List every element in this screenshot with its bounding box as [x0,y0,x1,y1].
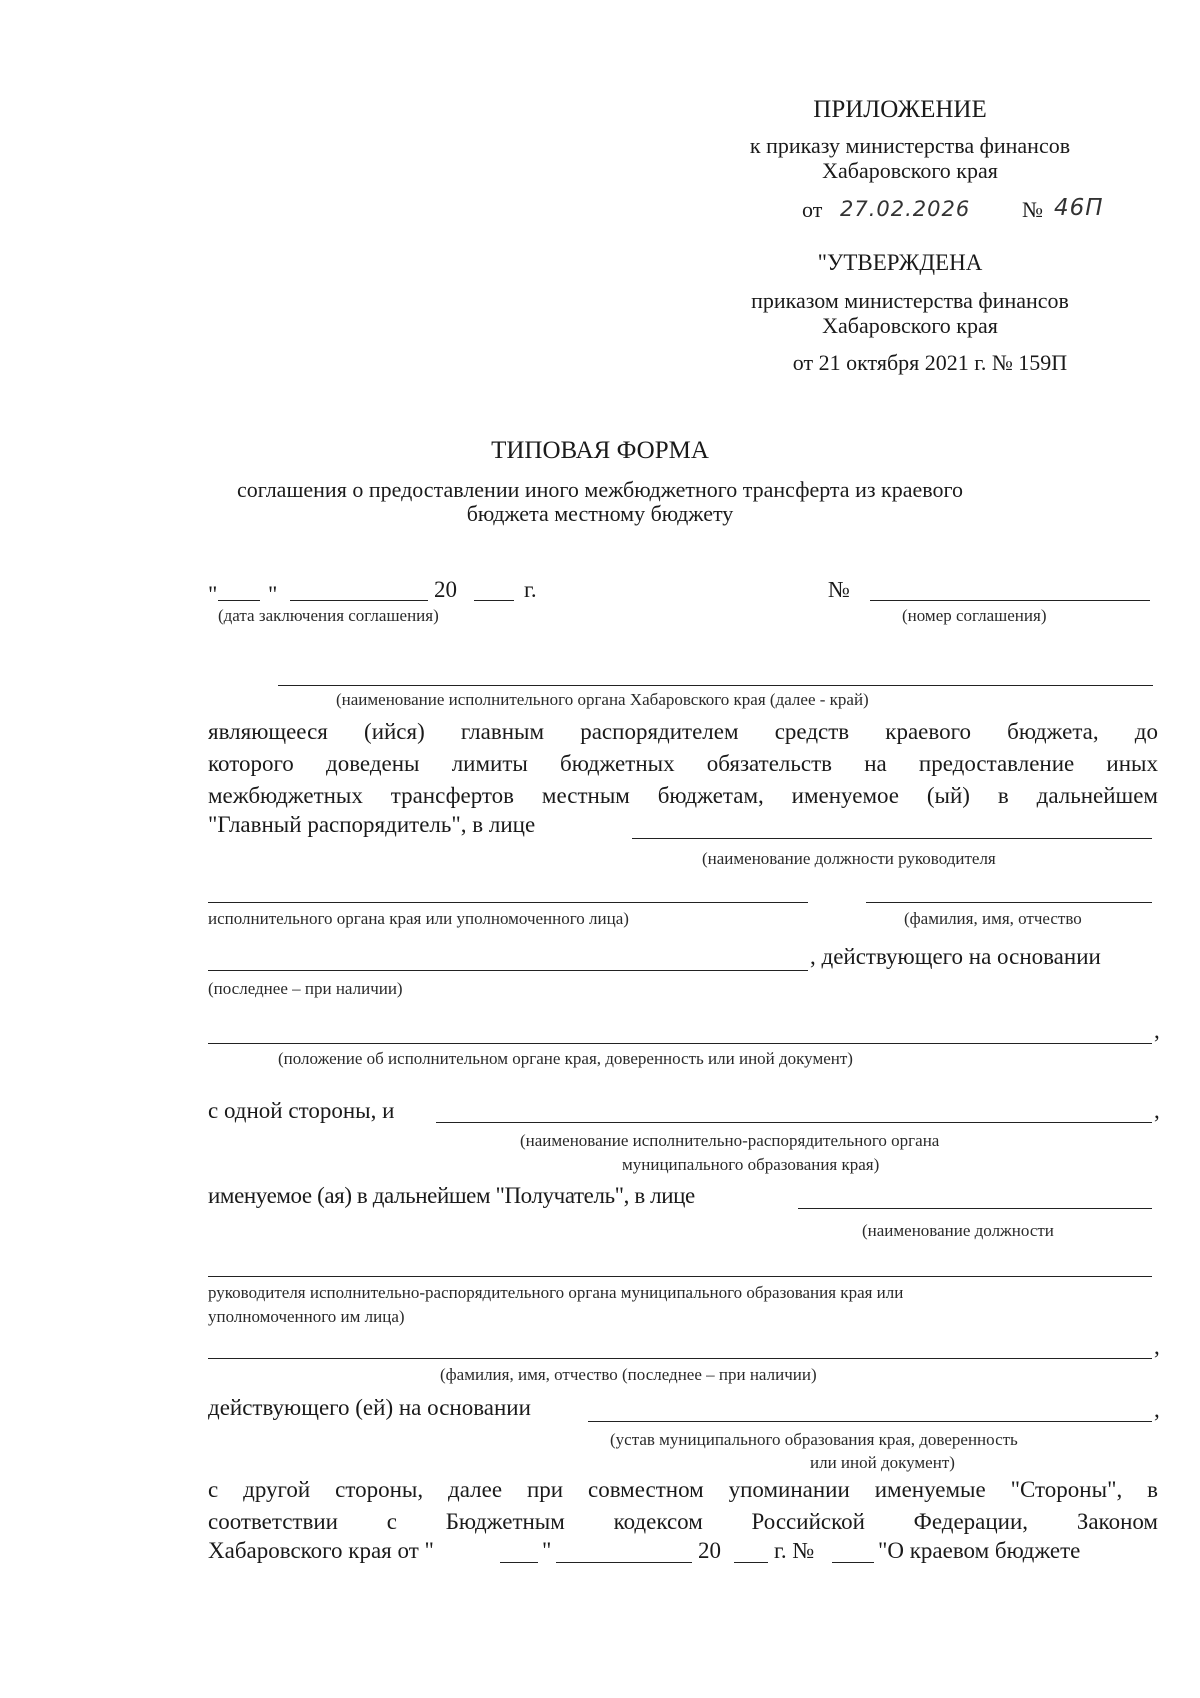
order-date-handwritten: 27.02.2026 [840,197,971,221]
p1-line3: межбюджетных трансфертов местным бюджетам, именуемое (ый) в дальнейшем [208,783,1158,808]
order-from-label: от [802,197,823,222]
comma-3: , [1154,1334,1160,1359]
day-blank[interactable] [218,600,260,601]
head-fio-blank[interactable] [866,902,1152,903]
year-blank[interactable] [474,600,514,601]
basis-doc-caption: (положение об исполнительном органе края, доверенность или иной документ) [278,1049,853,1068]
final-line3-no: г. № [774,1538,815,1563]
order-no-handwritten: 46П [1054,195,1104,221]
comma-4: , [1154,1397,1160,1422]
recipient-position-blank-2[interactable] [208,1276,1152,1277]
municipal-org-blank[interactable] [436,1122,1152,1123]
agreement-no-label: № [828,577,850,602]
comma-1: , [1154,1018,1160,1043]
org-name-blank[interactable] [278,685,1153,686]
p1-line1: являющееся (ийся) главным распорядителем средств краевого бюджета, до [208,719,1158,744]
approved-by-line1: приказом министерства финансов [751,288,1069,313]
recipient-named-text: именуемое (ая) в дальнейшем "Получатель", в лице [208,1183,695,1208]
agreement-no-caption: (номер соглашения) [902,606,1047,625]
form-title: ТИПОВАЯ ФОРМА [491,437,709,464]
head-fio-caption: (фамилия, имя, отчество [904,909,1082,928]
municipal-org-caption-1: (наименование исполнительно-распорядительного органа [520,1131,940,1150]
recipient-position-caption: (наименование должности [862,1221,1054,1240]
year-prefix: 20 [434,577,457,602]
month-blank[interactable] [290,600,428,601]
org-name-caption: (наименование исполнительного органа Хабаровского края (далее - край) [336,690,869,709]
to-order-line2: Хабаровского края [822,158,998,183]
law-no-blank[interactable] [832,1562,874,1563]
final-line3-year: 20 [698,1538,721,1563]
approved-heading: "УТВЕРЖДЕНА [817,250,983,275]
recipient-basis-caption-1: (устав муниципального образования края, доверенность [610,1430,1018,1449]
law-month-blank[interactable] [556,1562,692,1563]
recipient-position-blank[interactable] [798,1208,1152,1209]
date-quote-open: " [208,582,218,607]
recipient-basis-blank[interactable] [588,1421,1152,1422]
approved-date: от 21 октября 2021 г. № 159П [792,350,1068,375]
acting-basis-text: , действующего на основании [810,944,1101,969]
law-year-blank[interactable] [734,1562,768,1563]
one-side-text: с одной стороны, и [208,1098,395,1123]
recipient-fio-caption: (фамилия, имя, отчество (последнее – при наличии) [440,1365,817,1384]
appendix-heading: ПРИЛОЖЕНИЕ [813,96,987,123]
recipient-basis-caption-2: или иной документ) [810,1453,955,1472]
head-position-blank[interactable] [632,838,1152,839]
recipient-position-caption-cont-1: руководителя исполнительно-распорядительного органа муниципального образования края или [208,1283,904,1302]
final-line1: с другой стороны, далее при совместном упоминании именуемые "Стороны", в [208,1477,1158,1502]
final-line3-part-b: " [542,1538,552,1563]
law-day-blank[interactable] [500,1562,538,1563]
date-caption: (дата заключения соглашения) [218,606,439,625]
final-line3-part-a: Хабаровского края от " [208,1538,434,1563]
final-line2: соответствии с Бюджетным кодексом Российской Федерации, Законом [208,1509,1158,1534]
paragraph-final [208,1474,1158,1538]
basis-doc-blank[interactable] [208,1043,1152,1044]
order-no-label: № [1022,197,1043,222]
approved-by-line2: Хабаровского края [822,313,998,338]
head-fio-blank-2[interactable] [208,970,808,971]
year-suffix: г. [524,577,537,602]
final-line3-law-title: "О краевом бюджете [878,1538,1081,1563]
date-quote-close: " [268,582,278,607]
acting-basis-recipient-text: действующего (ей) на основании [208,1395,531,1420]
p1-line2: которого доведены лимиты бюджетных обязательств на предоставление иных [208,751,1158,776]
recipient-position-caption-cont-2: уполномоченного им лица) [208,1307,405,1326]
head-position-caption: (наименование должности руководителя [702,849,996,868]
form-subtitle-line1: соглашения о предоставлении иного межбюджетного трансферта из краевого [237,477,963,502]
agreement-no-blank[interactable] [870,600,1150,601]
recipient-fio-blank[interactable] [208,1358,1152,1359]
paragraph-main-distributor [208,716,1158,812]
p1-line4: "Главный распорядитель", в лице [208,812,536,837]
form-subtitle-line2: бюджета местному бюджету [466,501,734,526]
head-fio-caption-cont: (последнее – при наличии) [208,979,403,998]
to-order-line1: к приказу министерства финансов [749,133,1071,158]
head-position-blank-2[interactable] [208,902,808,903]
comma-2: , [1154,1098,1160,1123]
municipal-org-caption-2: муниципального образования края) [622,1155,880,1174]
head-position-caption-cont: исполнительного органа края или уполномоченного лица) [208,909,629,928]
